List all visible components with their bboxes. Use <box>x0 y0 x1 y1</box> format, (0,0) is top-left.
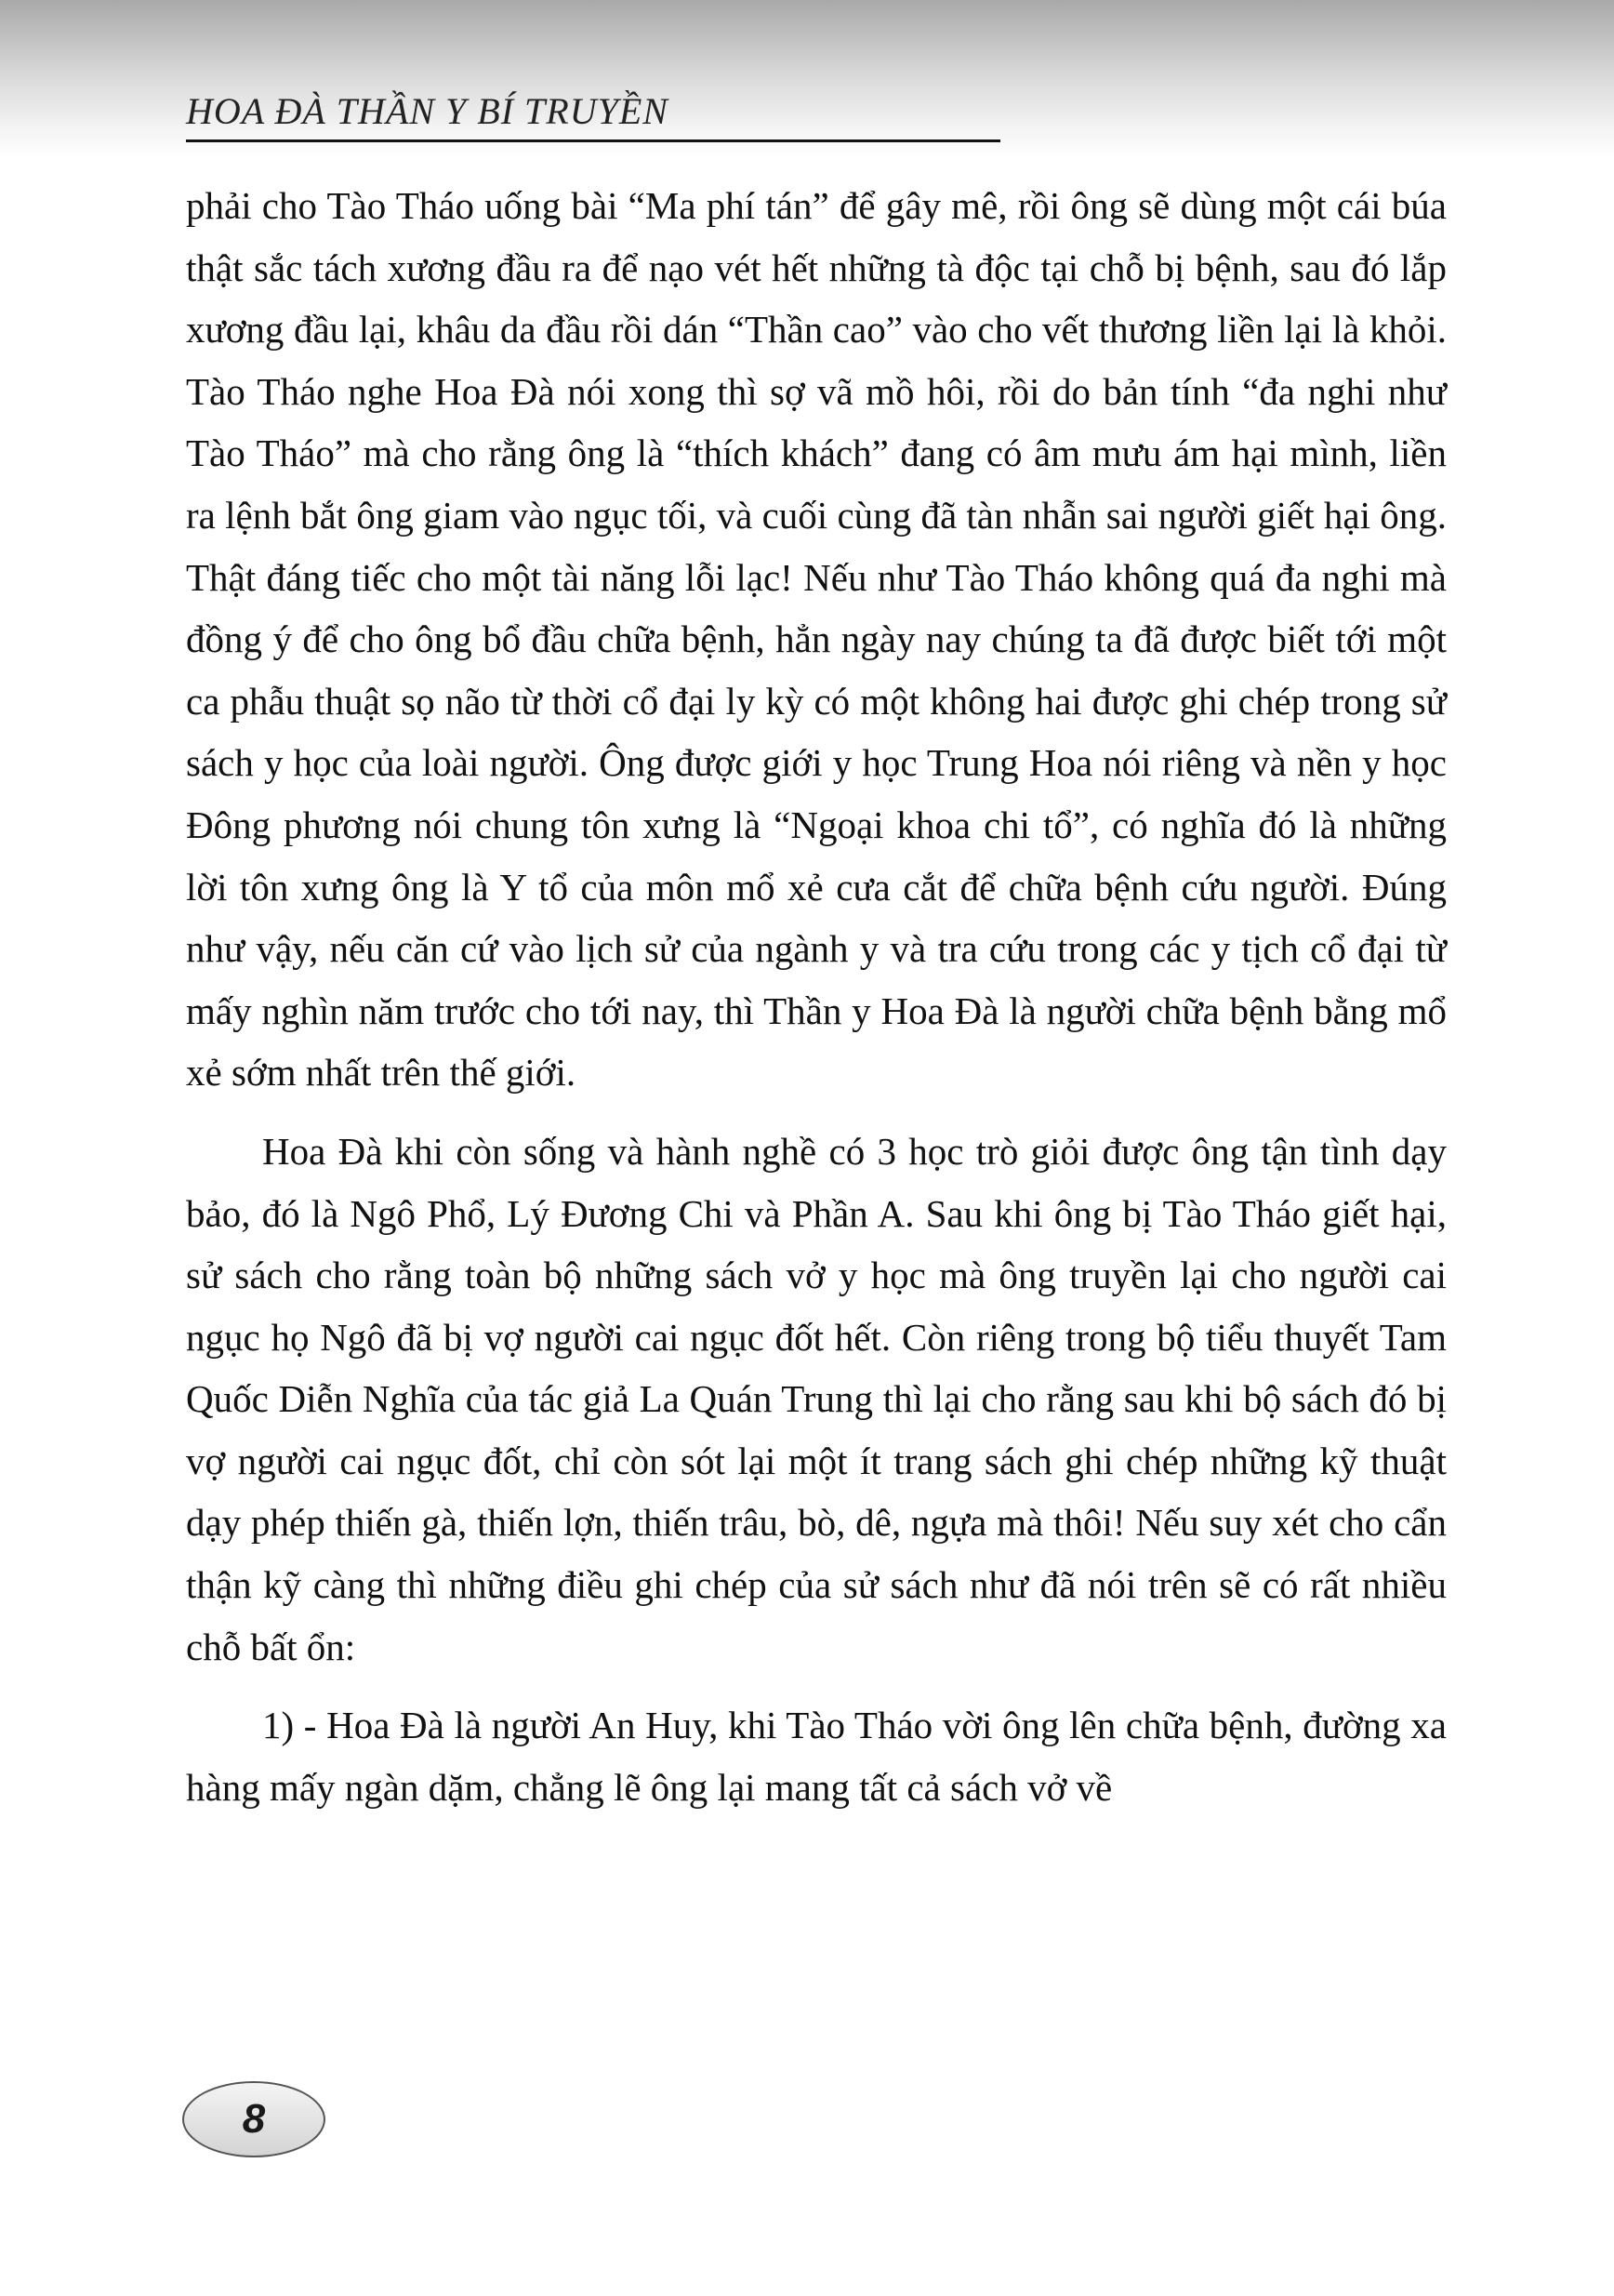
paragraph-2: Hoa Đà khi còn sống và hành nghề có 3 học trò giỏi được ông tận tình dạy bảo, đó là Ngô Phổ, Lý Đương Chi và Phần A. Sau khi ông bị Tào Tháo giết hại, sử sách cho rằng toàn bộ những sách vở y học mà ông truyền lại cho người cai ngục họ Ngô đã bị vợ người cai ngục đốt hết. Còn riêng trong bộ tiểu thuyết Tam Quốc Diễn Nghĩa của tác giả La Quán Trung thì lại cho rằng sau khi bộ sách đó bị vợ người cai ngục đốt, chỉ còn sót lại một ít trang sách ghi chép những kỹ thuật dạy phép thiến gà, thiến lợn, thiến trâu, bò, dê, ngựa mà thôi! Nếu suy xét cho cẩn thận kỹ càng thì những điều ghi chép của sử sách như đã nói trên sẽ có rất nhiều chỗ bất ổn: <box>186 1129 1447 1668</box>
body-text <box>186 175 1447 1835</box>
header-band <box>0 0 1614 158</box>
header-rule <box>186 139 1000 142</box>
paragraph-3: 1) - Hoa Đà là người An Huy, khi Tào Tháo vời ông lên chữa bệnh, đường xa hàng mấy ngàn dặm, chẳng lẽ ông lại mang tất cả sách vở về <box>186 1704 1447 1809</box>
running-header-title: HOA ĐÀ THẦN Y BÍ TRUYỀN <box>186 90 668 132</box>
page-number-badge <box>182 2081 325 2157</box>
paragraph-1: phải cho Tào Tháo uống bài “Ma phí tán” để gây mê, rồi ông sẽ dùng một cái búa thật sắc tách xương đầu ra để nạo vét hết những tà độc tại chỗ bị bệnh, sau đó lắp xương đầu lại, khâu da đầu rồi dán “Thần cao” vào cho vết thương liền lại là khỏi. Tào Tháo nghe Hoa Đà nói xong thì sợ vã mồ hôi, rồi do bản tính “đa nghi như Tào Tháo” mà cho rằng ông là “thích khách” đang có âm mưu ám hại mình, liền ra lệnh bắt ông giam vào ngục tối, và cuối cùng đã tàn nhẫn sai người giết hại ông. Thật đáng tiếc cho một tài năng lỗi lạc! Nếu như Tào Tháo không quá đa nghi mà đồng ý để cho ông bổ đầu chữa bệnh, hẳn ngày nay chúng ta đã được biết tới một ca phẫu thuật sọ não từ thời cổ đại ly kỳ có một không hai được ghi chép trong sử sách y học của loài người. Ông được giới y học Trung Hoa nói riêng và nền y học Đông phương nói chung tôn xưng là “Ngoại khoa chi tổ”, có nghĩa đó là những lời tôn xưng ông là Y tổ của môn mổ xẻ cưa cắt để chữa bệnh cứu người. Đúng như vậy, nếu căn cứ vào lịch sử của ngành y và tra cứu trong các y tịch cổ đại từ mấy nghìn năm trước cho tới nay, thì Thần y Hoa Đà là người chữa bệnh bằng mổ xẻ sớm nhất trên thế giới. <box>186 184 1447 1095</box>
page-number: 8 <box>242 2096 266 2142</box>
